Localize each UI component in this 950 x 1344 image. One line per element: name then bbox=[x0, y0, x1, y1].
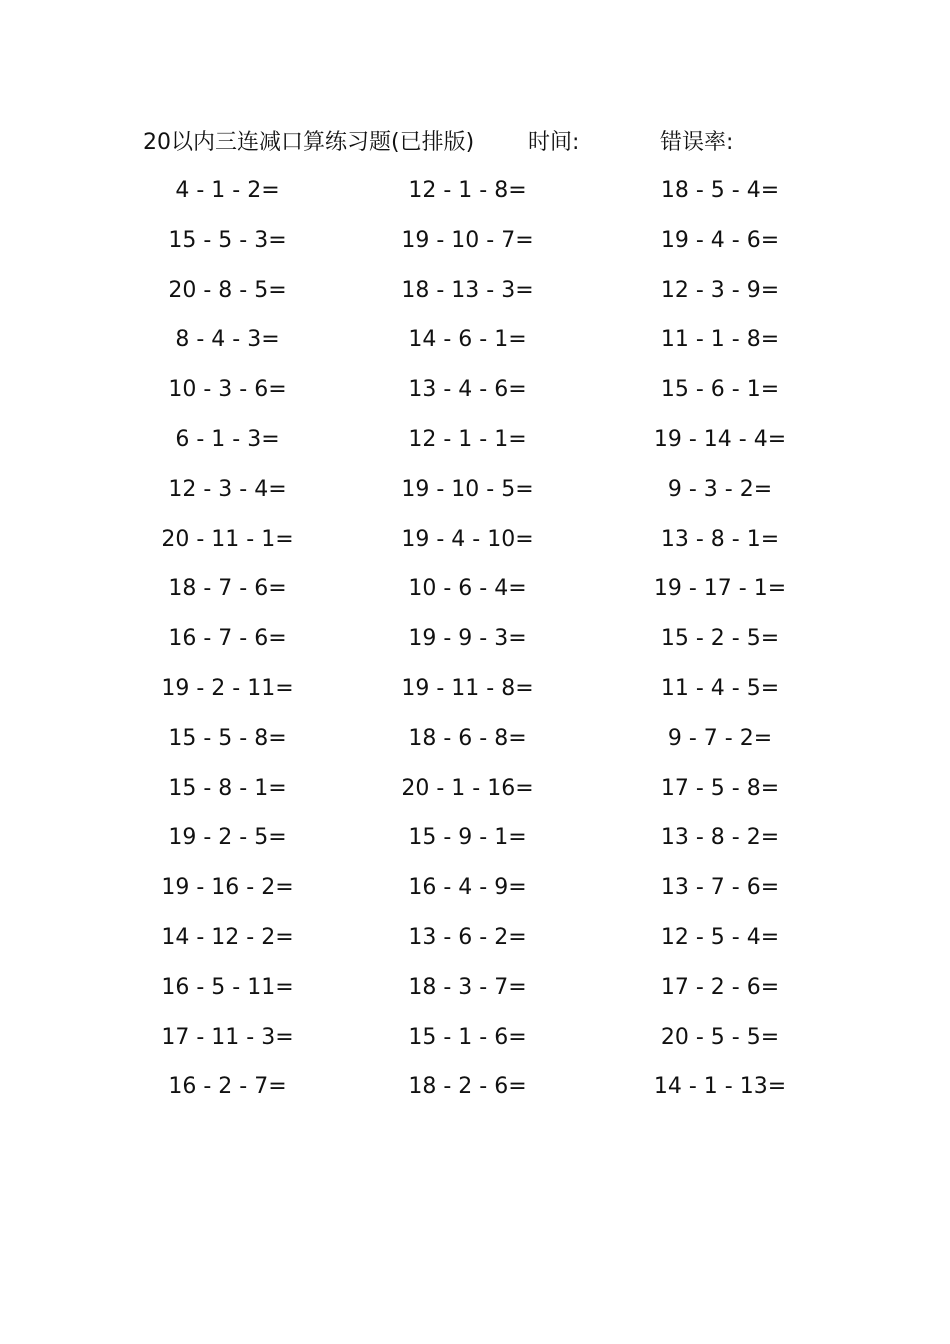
problem-item: 16 - 7 - 6= bbox=[168, 626, 287, 652]
problem-item: 18 - 6 - 8= bbox=[408, 725, 527, 751]
problem-item: 18 - 13 - 3= bbox=[401, 277, 534, 303]
problem-item: 10 - 3 - 6= bbox=[168, 377, 287, 403]
problem-item: 19 - 10 - 5= bbox=[401, 476, 534, 502]
problem-item: 19 - 10 - 7= bbox=[401, 227, 534, 253]
problem-item: 19 - 11 - 8= bbox=[401, 675, 534, 701]
problem-item: 15 - 9 - 1= bbox=[408, 825, 527, 851]
problem-item: 9 - 3 - 2= bbox=[667, 476, 773, 502]
problem-item: 13 - 6 - 2= bbox=[408, 924, 527, 950]
problem-item: 18 - 5 - 4= bbox=[660, 178, 780, 203]
problem-item: 12 - 1 - 8= bbox=[408, 178, 527, 203]
problem-item: 19 - 2 - 11= bbox=[161, 675, 294, 701]
problem-item: 17 - 2 - 6= bbox=[660, 974, 780, 1000]
problem-item: 17 - 11 - 3= bbox=[161, 1024, 294, 1050]
problem-item: 15 - 5 - 8= bbox=[168, 725, 287, 751]
problem-item: 8 - 4 - 3= bbox=[175, 327, 280, 353]
problem-item: 20 - 11 - 1= bbox=[161, 526, 294, 552]
problem-item: 19 - 4 - 6= bbox=[660, 227, 780, 253]
problem-item: 11 - 4 - 5= bbox=[660, 675, 780, 701]
problem-item: 12 - 3 - 9= bbox=[660, 277, 780, 303]
problem-item: 4 - 1 - 2= bbox=[175, 178, 280, 203]
problem-item: 16 - 2 - 7= bbox=[168, 1074, 287, 1100]
problem-item: 13 - 8 - 2= bbox=[660, 825, 780, 851]
problem-item: 12 - 5 - 4= bbox=[660, 924, 780, 950]
problem-item: 19 - 17 - 1= bbox=[653, 576, 787, 602]
problem-item: 19 - 9 - 3= bbox=[408, 626, 527, 652]
problem-item: 12 - 1 - 1= bbox=[408, 426, 527, 452]
problem-item: 10 - 6 - 4= bbox=[408, 576, 527, 602]
problem-item: 14 - 1 - 13= bbox=[653, 1074, 787, 1100]
problem-item: 15 - 5 - 3= bbox=[168, 227, 287, 253]
problem-item: 16 - 5 - 11= bbox=[161, 974, 294, 1000]
problem-item: 15 - 8 - 1= bbox=[168, 775, 287, 801]
problem-item: 14 - 12 - 2= bbox=[161, 924, 294, 950]
problem-item: 13 - 4 - 6= bbox=[408, 377, 527, 403]
problem-item: 15 - 1 - 6= bbox=[408, 1024, 527, 1050]
problem-item: 20 - 1 - 16= bbox=[401, 775, 534, 801]
error-rate-label: 错误率: bbox=[660, 130, 734, 155]
problem-item: 17 - 5 - 8= bbox=[660, 775, 780, 801]
problem-item: 15 - 6 - 1= bbox=[660, 377, 780, 403]
problem-item: 14 - 6 - 1= bbox=[408, 327, 527, 353]
problem-item: 11 - 1 - 8= bbox=[660, 327, 780, 353]
problem-item: 9 - 7 - 2= bbox=[667, 725, 773, 751]
problem-item: 16 - 4 - 9= bbox=[408, 875, 527, 901]
problem-item: 20 - 8 - 5= bbox=[168, 277, 287, 303]
problem-item: 19 - 16 - 2= bbox=[161, 875, 294, 901]
time-label: 时间: bbox=[528, 130, 580, 155]
problem-item: 19 - 2 - 5= bbox=[168, 825, 287, 851]
problem-item: 18 - 2 - 6= bbox=[408, 1074, 527, 1100]
problem-item: 18 - 7 - 6= bbox=[168, 576, 287, 602]
problem-item: 19 - 4 - 10= bbox=[401, 526, 534, 552]
problem-item: 6 - 1 - 3= bbox=[175, 426, 280, 452]
problem-item: 15 - 2 - 5= bbox=[660, 626, 780, 652]
problem-grid bbox=[120, 168, 840, 1114]
problem-item: 20 - 5 - 5= bbox=[660, 1024, 780, 1050]
problem-item: 12 - 3 - 4= bbox=[168, 476, 287, 502]
worksheet-title: 20以内三连减口算练习题(已排版) bbox=[143, 130, 475, 155]
problem-item: 13 - 7 - 6= bbox=[660, 875, 780, 901]
problem-item: 18 - 3 - 7= bbox=[408, 974, 527, 1000]
problem-item: 13 - 8 - 1= bbox=[660, 526, 780, 552]
problem-item: 19 - 14 - 4= bbox=[653, 426, 787, 452]
worksheet-header bbox=[143, 126, 823, 160]
